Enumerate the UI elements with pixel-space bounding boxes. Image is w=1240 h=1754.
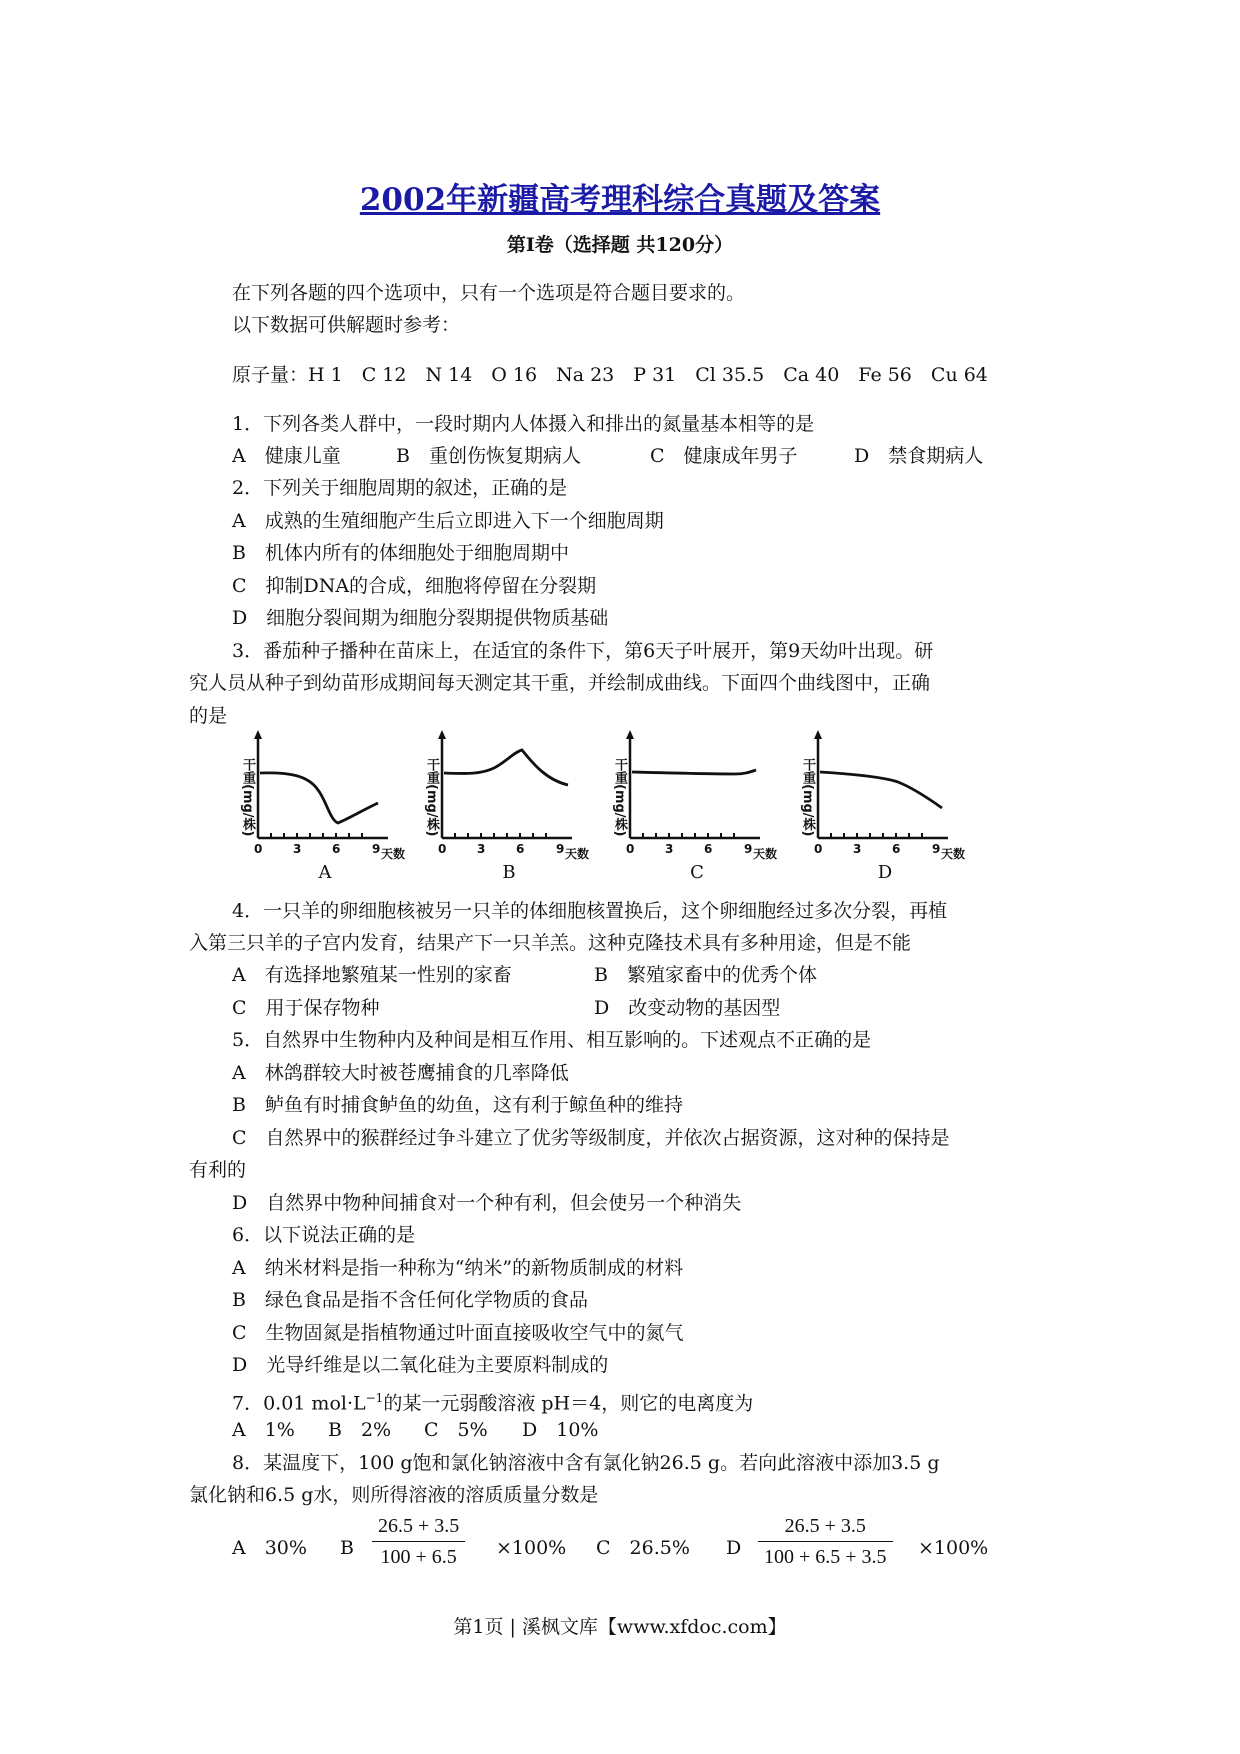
q7-option-d: D 10% <box>522 1419 599 1441</box>
section-title: 第Ⅰ卷（选择题 共120分） <box>506 234 734 256</box>
q5-option-d: D 自然界中物种间捕食对一个种有利，但会使另一个种消失 <box>232 1192 742 1214</box>
graph-c-xunit: 天数 <box>753 847 778 861</box>
graph-b-xunit: 天数 <box>565 847 590 861</box>
graph-a-xunit: 天数 <box>381 847 406 861</box>
q1-option-d: D 禁食期病人 <box>854 445 984 467</box>
q8-line-2: 氯化钠和6.5 g水，则所得溶液的溶质质量分数是 <box>189 1484 599 1506</box>
graph-c-tick-9: 9 <box>744 842 753 856</box>
graph-d-tick-6: 6 <box>892 842 901 856</box>
graph-c-tick-3: 3 <box>665 842 674 856</box>
graph-a-ylabel: 干重(mg/株) <box>240 758 255 837</box>
atomic-weights: 原子量：H 1 C 12 N 14 O 16 Na 23 P 31 Cl 35.5 Ca 40 Fe 56 Cu 64 <box>232 364 988 386</box>
q5-option-c: C 自然界中的猴群经过争斗建立了优劣等级制度，并依次占据资源，这对种的保持是 <box>232 1127 950 1149</box>
q8-option-b-tail: ×100% <box>496 1537 567 1559</box>
q8-option-d-denominator: 100 + 6.5 + 3.5 <box>764 1546 887 1568</box>
graph-d-ylabel: 干重(mg/株) <box>800 758 815 837</box>
q5-option-c-cont: 有利的 <box>189 1159 247 1181</box>
q7-option-c: C 5% <box>424 1419 488 1441</box>
q4-line-2: 入第三只羊的子宫内发育，结果产下一只羊羔。这种克隆技术具有多种用途，但是不能 <box>189 932 912 954</box>
q3-line-1: 3．番茄种子播种在苗床上，在适宜的条件下，第6天子叶展开，第9天幼叶出现。研 <box>232 640 934 662</box>
q8-option-b-numerator: 26.5 + 3.5 <box>372 1515 465 1542</box>
graph-d-tick-0: 0 <box>814 842 823 856</box>
graph-d <box>798 730 978 870</box>
graph-a-label: A <box>318 862 332 883</box>
q6-option-d: D 光导纤维是以二氧化硅为主要原料制成的 <box>232 1354 609 1376</box>
q3-line-2: 究人员从种子到幼苗形成期间每天测定其干重，并绘制成曲线。下面四个曲线图中，正确 <box>189 672 931 694</box>
graph-a-tick-6: 6 <box>332 842 341 856</box>
graph-c-label: C <box>690 862 704 883</box>
graph-a-tick-3: 3 <box>293 842 302 856</box>
graph-b-ylabel: 干重(mg/株) <box>424 758 439 837</box>
q6-option-b: B 绿色食品是指不含任何化学物质的食品 <box>232 1289 588 1311</box>
q2-option-b: B 机体内所有的体细胞处于细胞周期中 <box>232 542 569 564</box>
q3-line-3: 的是 <box>189 705 228 727</box>
intro-line-1: 在下列各题的四个选项中，只有一个选项是符合题目要求的。 <box>232 282 746 304</box>
q8-option-a: A 30% <box>232 1537 307 1559</box>
graph-d-xunit: 天数 <box>941 847 966 861</box>
intro-line-2: 以下数据可供解题时参考： <box>232 314 461 336</box>
q8-option-d-fraction <box>758 1515 893 1569</box>
q6-option-c: C 生物固氮是指植物通过叶面直接吸收空气中的氮气 <box>232 1322 684 1344</box>
q8-option-b-letter: B <box>340 1537 354 1559</box>
q8-line-1: 8．某温度下，100 g饱和氯化钠溶液中含有氯化钠26.5 g。若向此溶液中添加3.5 g <box>232 1452 940 1474</box>
graph-a <box>238 730 418 870</box>
q2-option-c: C 抑制DNA的合成，细胞将停留在分裂期 <box>232 575 597 597</box>
q6-option-a: A 纳米材料是指一种称为“纳米”的新物质制成的材料 <box>232 1257 684 1279</box>
q1-option-b: B 重创伤恢复期病人 <box>396 445 581 467</box>
page-title[interactable]: 2002年新疆高考理科综合真题及答案 <box>359 182 881 218</box>
q4-option-d: D 改变动物的基因型 <box>594 997 781 1019</box>
graph-c-ylabel: 干重(mg/株) <box>612 758 627 837</box>
q5-stem: 5．自然界中生物种内及种间是相互作用、相互影响的。下述观点不正确的是 <box>232 1029 872 1051</box>
q8-option-d-tail: ×100% <box>918 1537 989 1559</box>
graph-d-tick-3: 3 <box>853 842 862 856</box>
graph-d-tick-9: 9 <box>932 842 941 856</box>
q1-stem: 1．下列各类人群中，一段时期内人体摄入和排出的氮量基本相等的是 <box>232 413 815 435</box>
graph-b-tick-0: 0 <box>438 842 447 856</box>
q6-stem: 6．以下说法正确的是 <box>232 1224 416 1246</box>
q4-option-c: C 用于保存物种 <box>232 997 380 1019</box>
q7-stem: 7．0.01 $mol\cdot L^{-1}$的某一元弱酸溶液 pH＝4，则它的电离度为 <box>232 1391 754 1415</box>
q1-option-a: A 健康儿童 <box>232 445 341 467</box>
q1-option-c: C 健康成年男子 <box>650 445 798 467</box>
q4-option-b: B 繁殖家畜中的优秀个体 <box>594 964 817 986</box>
graph-b <box>422 730 602 870</box>
q8-option-b-denominator: 100 + 6.5 <box>380 1546 457 1568</box>
graph-b-tick-3: 3 <box>477 842 486 856</box>
graph-a-tick-0: 0 <box>254 842 263 856</box>
q8-option-d-numerator: 26.5 + 3.5 <box>758 1515 893 1542</box>
graph-a-tick-9: 9 <box>372 842 381 856</box>
q8-option-c: C 26.5% <box>596 1537 690 1559</box>
graph-c <box>610 730 790 870</box>
q7-option-a: A 1% <box>232 1419 295 1441</box>
graph-d-label: D <box>877 862 893 883</box>
q2-stem: 2．下列关于细胞周期的叙述，正确的是 <box>232 477 568 499</box>
graph-c-tick-6: 6 <box>704 842 713 856</box>
graph-b-label: B <box>502 862 516 883</box>
q4-option-a: A 有选择地繁殖某一性别的家畜 <box>232 964 512 986</box>
graph-c-tick-0: 0 <box>626 842 635 856</box>
q7-option-b: B 2% <box>328 1419 392 1441</box>
graph-b-tick-6: 6 <box>516 842 525 856</box>
q4-line-1: 4．一只羊的卵细胞核被另一只羊的体细胞核置换后，这个卵细胞经过多次分裂，再植 <box>232 900 948 922</box>
graph-b-tick-9: 9 <box>556 842 565 856</box>
q8-option-b-fraction <box>372 1515 465 1569</box>
q2-option-a: A 成熟的生殖细胞产生后立即进入下一个细胞周期 <box>232 510 664 532</box>
page-footer: 第1页 | 溪枫文库【www.xfdoc.com】 <box>453 1616 787 1638</box>
q8-option-d-letter: D <box>726 1537 742 1559</box>
q5-option-b: B 鲈鱼有时捕食鲈鱼的幼鱼，这有利于鲸鱼种的维持 <box>232 1094 683 1116</box>
q5-option-a: A 林鸽群较大时被苍鹰捕食的几率降低 <box>232 1062 569 1084</box>
q2-option-d: D 细胞分裂间期为细胞分裂期提供物质基础 <box>232 607 609 629</box>
